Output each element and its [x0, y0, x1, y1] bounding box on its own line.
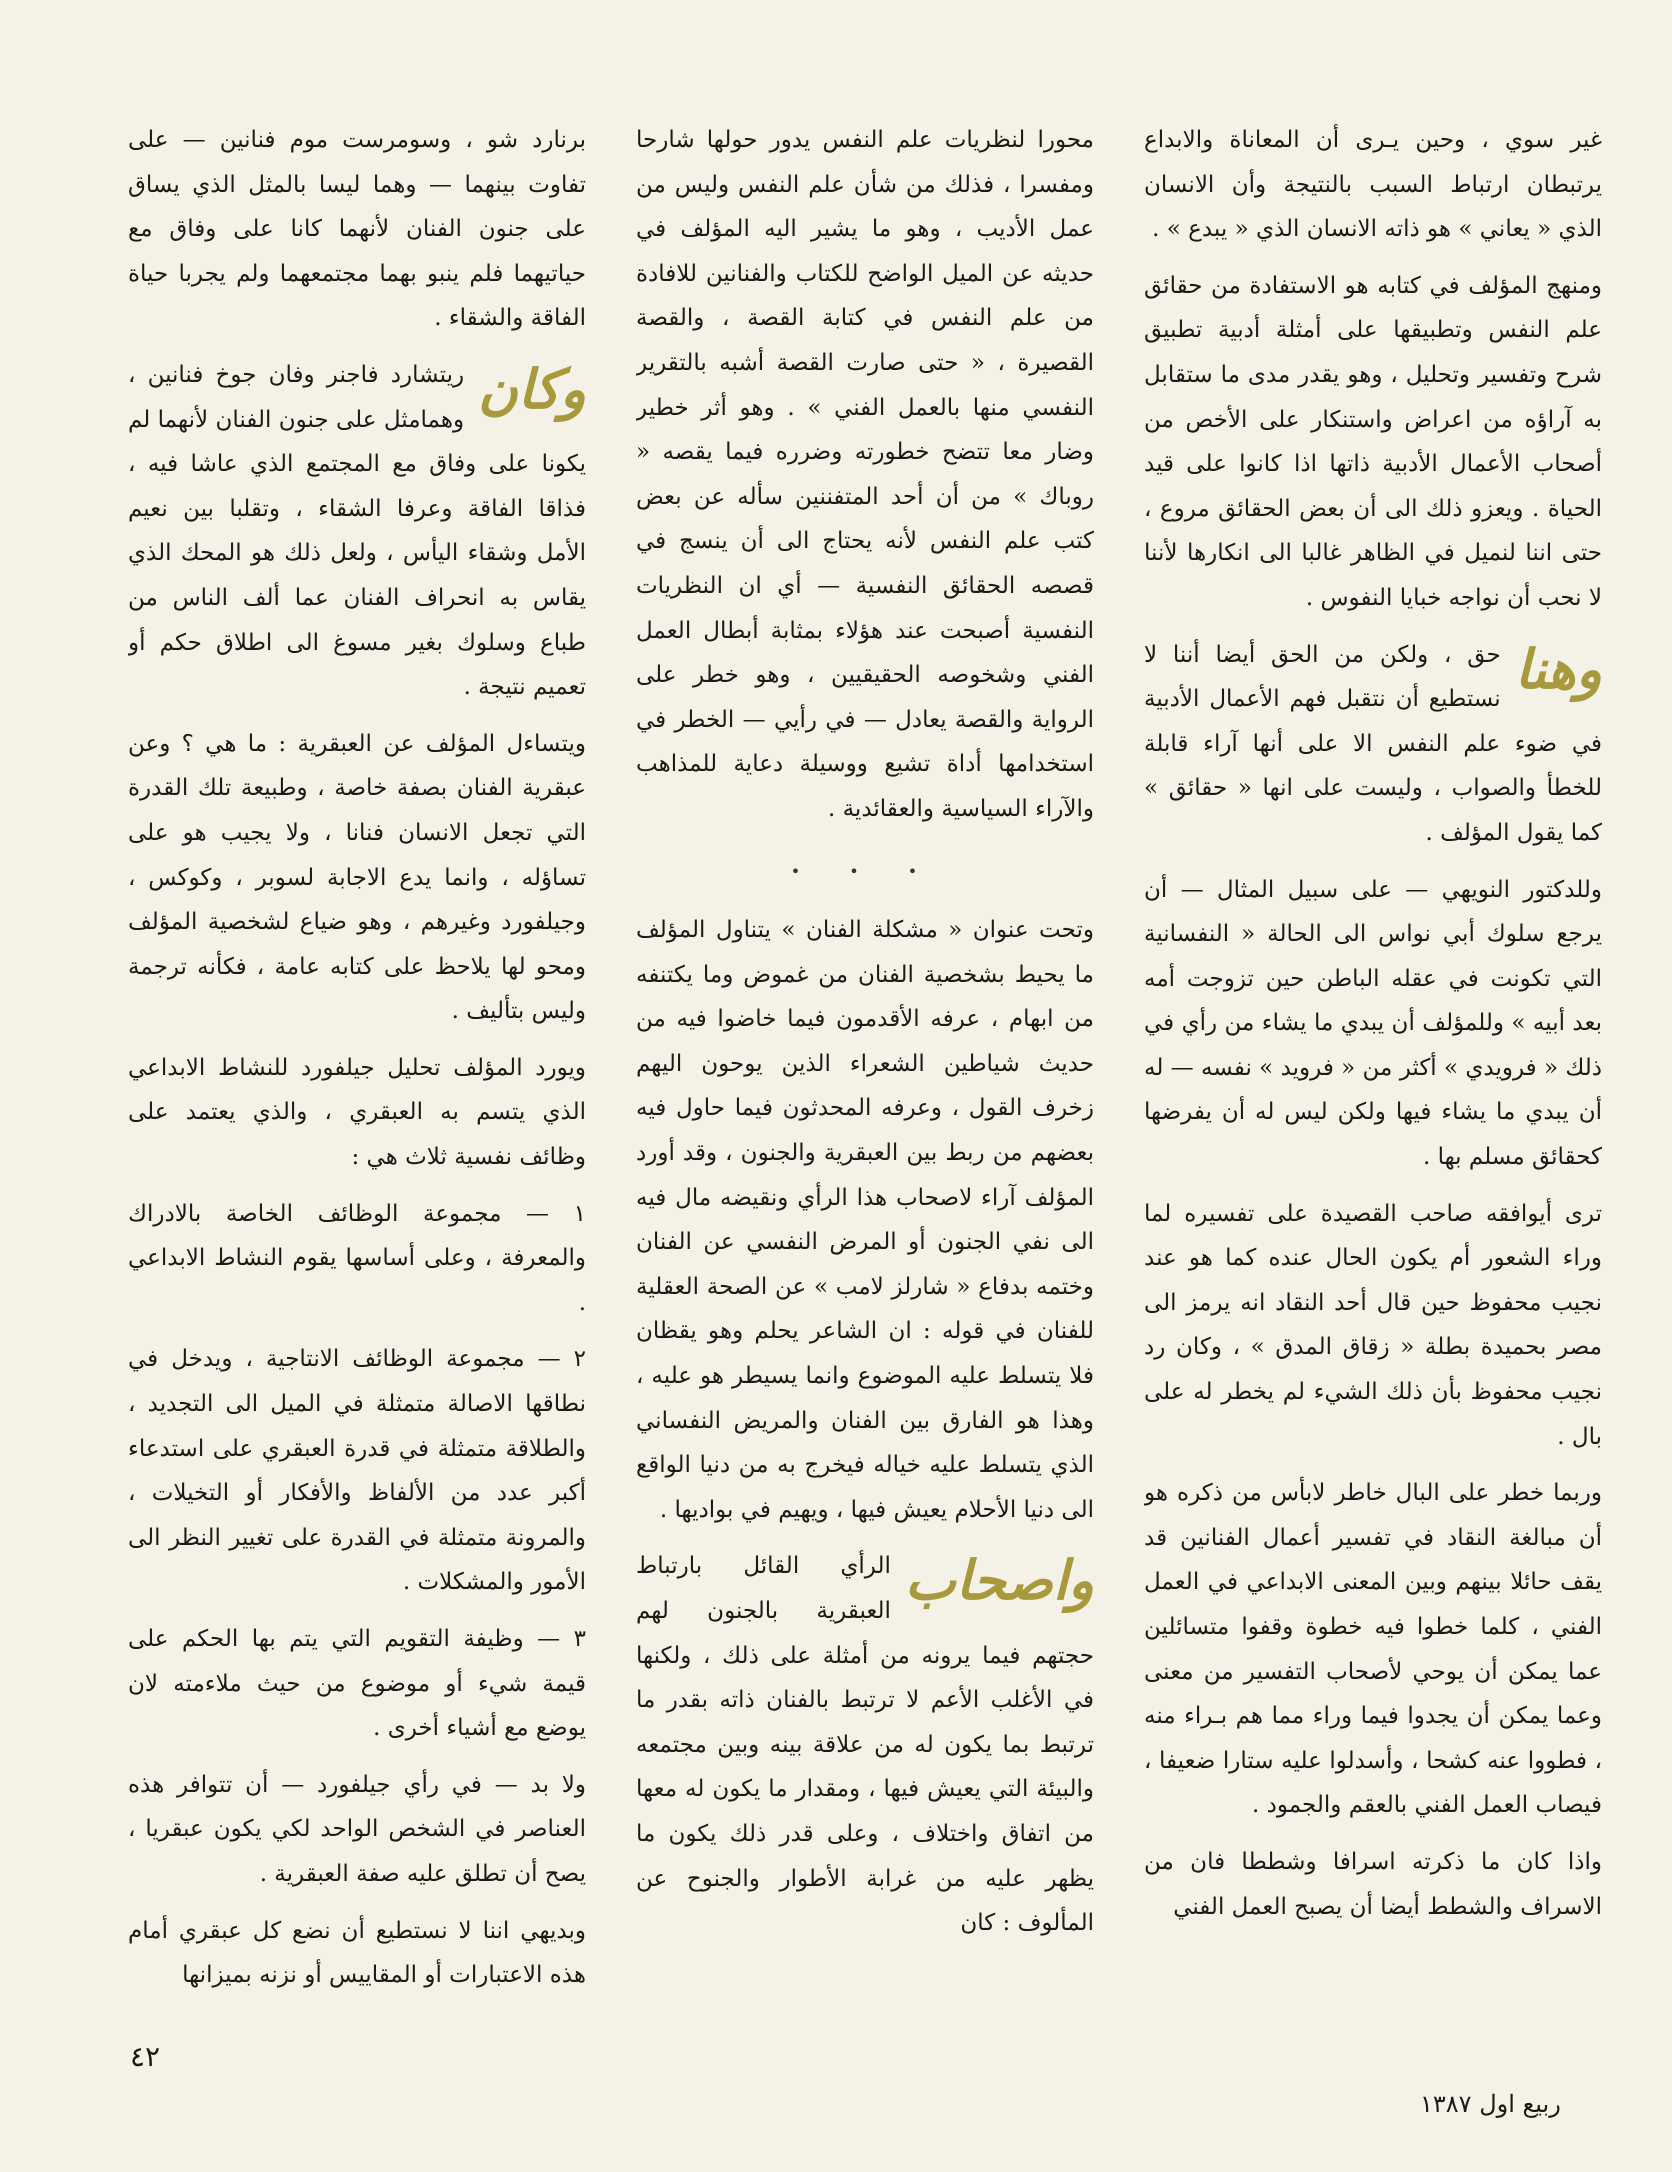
- paragraph: [128, 1192, 586, 1326]
- paragraph-text: الرأي القائل بارتباط العبقرية بالجنون لهم حجتهم فيما يرونه من أمثلة على ذلك ، ولكنها في الأغلب الأعم لا ترتبط بالفنان ذاته بقدر ما ترتبط بما يكون له من علاقة بينه وبين مجتمعه والبيئة التي يعيش فيها ، ومقدار ما يكون له معها من اتفاق واختلاف ، وعلى قدر ذلك يكون ما يظهر عليه من غرابة الأطوار والجنوح عن المألوف : كان: [636, 1553, 1094, 1937]
- paragraph-text: ريتشارد فاجنر وفان جوخ فنانين ، وهمامثل على جنون الفنان لأنهما لم يكونا على وفاق مع المجتمع الذي عاشا فيه ، فذاقا الفاقة وعرفا الشقاء ، وتقلبا بين نعيم الأمل وشقاء اليأس ، ولعل ذلك هو المحك الذي يقاس به انحراف الفنان عما ألف الناس من طباع وسلوك بغير مسوغ الى اطلاق حكم أو تعميم نتيجة .: [128, 361, 586, 701]
- page-number: ٤٢: [130, 2040, 161, 2073]
- paragraph: [1144, 1471, 1602, 1828]
- paragraph: [1144, 633, 1602, 856]
- paragraph-text: غير سوي ، وحين يـرى أن المعاناة والابداع يرتبطان ارتباط السبب بالنتيجة وأن الانسان الذي « يعاني » هو ذاته الانسان الذي « يبدع » .: [1144, 127, 1602, 243]
- paragraph-text: وتحت عنوان « مشكلة الفنان » يتناول المؤلف ما يحيط بشخصية الفنان من غموض وما يكتنفه من ابهام ، عرفه الأقدمون فيما خاضوا فيه من حديث شياطين الشعراء الذين يوحون اليهم زخرف القول ، وعرفه المحدثون فيما حاول فيه بعضهم من ربط بين العبقرية والجنون ، وقد أورد المؤلف آراء لاصحاب هذا الرأي ونقيضه مال فيه الى نفي الجنون أو المرض النفسي عن الفنان وختمه بدفاع « شارلز لامب » عن الصحة العقلية للفنان في قوله : ان الشاعر يحلم وهو يقظان فلا يتسلط عليه الموضوع وانما يسيطر هو عليه ، وهذا هو الفارق بين الفنان والمريض النفساني الذي يتسلط عليه خياله فيخرج به من دنيا الواقع الى دنيا الأحلام يعيش فيها ، ويهيم في بواديها .: [636, 917, 1094, 1523]
- paragraph: [128, 353, 586, 710]
- paragraph: [128, 1763, 586, 1897]
- section-separator: • • •: [790, 861, 940, 881]
- paragraph-text: برنارد شو ، وسومرست موم فنانين — على تفاوت بينهما — وهما ليسا بالمثل الذي يساق على جنون الفنان لأنهما كانا على وفاق مع حياتيهما فلم ينبو بهما مجتمعهما ولم يجربا حياة الفاقة والشقاء .: [128, 127, 586, 332]
- paragraph-text: واذا كان ما ذكرته اسرافا وشططا فان من الاسراف والشطط أيضا أن يصبح العمل الفني: [1144, 1848, 1602, 1920]
- paragraph: [1144, 1840, 1602, 1929]
- paragraph-text: ويورد المؤلف تحليل جيلفورد للنشاط الابداعي الذي يتسم به العبقري ، والذي يعتمد على وظائف نفسية ثلاث هي :: [128, 1054, 586, 1171]
- paragraph: [128, 1617, 586, 1751]
- decorative-initial-word: وكان: [478, 356, 586, 421]
- paragraph-text: محورا لنظريات علم النفس يدور حولها شارحا ومفسرا ، فذلك من شأن علم النفس وليس من عمل الأديب ، وهو ما يشير اليه المؤلف في حديثه عن الميل الواضح للكتاب والفنانين للافادة من علم النفس في كتابة القصة ، والقصة القصيرة ، « حتى صارت القصة أشبه بالتقرير النفسي منها بالعمل الفني » . وهو أثر خطير وضار معا تتضح خطورته وضرره فيما يقصه « روباك » من أن أحد المتفننين سأله عن بعض كتب علم النفس لأنه يحتاج الى أن ينسج في قصصه الحقائق النفسية — أي ان النظريات النفسية أصبحت عند هؤلاء بمثابة أبطال العمل الفني وشخوصه الحقيقيين ، وهو خطر على الرواية والقصة يعادل — في رأيي — الخطر في استخدامها أداة تشيع ووسيلة دعاية للمذاهب والآراء السياسية والعقائدية .: [636, 127, 1094, 822]
- paragraph: [128, 1046, 586, 1180]
- paragraph: [636, 908, 1094, 1532]
- text-columns: [128, 118, 1602, 2023]
- decorative-initial-word: وهنا: [1514, 636, 1602, 701]
- paragraph: [1144, 1192, 1602, 1460]
- paragraph-text: ٣ — وظيفة التقويم التي يتم بها الحكم على قيمة شيء أو موضوع من حيث ملاءمته لان يوضع مع أشياء أخرى .: [128, 1626, 586, 1742]
- paragraph-text: ومنهج المؤلف في كتابه هو الاستفادة من حقائق علم النفس وتطبيقها على أمثلة أدبية تطبيق شرح وتفسير وتحليل ، وهو يقدر مدى ما ستقابل به آراؤه من اعراض واستنكار على الأخص من أصحاب الأعمال الأدبية ذاتها اذا كانوا على قيد الحياة . ويعزو ذلك الى أن بعض الحقائق مروع ، حتى اننا لنميل في الظاهر غالبا الى انكارها لأننا لا نحب أن نواجه خبايا النفوس .: [1144, 272, 1602, 611]
- text-column-3: [128, 118, 586, 2023]
- issue-date: ربيع اول ١٣٨٧: [1420, 2090, 1561, 2118]
- paragraph: [128, 118, 586, 341]
- paragraph-text: وللدكتور النويهي — على سبيل المثال — أن يرجع سلوك أبي نواس الى الحالة « النفسانية التي تكونت في عقله الباطن حين تزوجت أمه بعد أبيه » وللمؤلف أن يبدي ما يشاء من رأي في ذلك « فرويدي » أكثر من « فرويد » نفسه — له أن يبدي ما يشاء فيها ولكن ليس له أن يفرضها كحقائق مسلم بها .: [1144, 876, 1602, 1171]
- paragraph: [1144, 118, 1602, 252]
- decorative-initial-word: واصحاب: [904, 1548, 1094, 1613]
- paragraph: [128, 1909, 586, 1998]
- paragraph-text: ٢ — مجموعة الوظائف الانتاجية ، ويدخل في نطاقها الاصالة متمثلة في الميل الى التجديد ، والطلاقة متمثلة في قدرة العبقري على استدعاء أكبر عدد من الألفاظ والأفكار أو التخيلات ، والمرونة متمثلة في القدرة على تغيير النظر الى الأمور والمشكلات .: [128, 1346, 586, 1596]
- paragraph: [636, 1544, 1094, 1945]
- paragraph-text: ويتساءل المؤلف عن العبقرية : ما هي ؟ وعن عبقرية الفنان بصفة خاصة ، وطبيعة تلك القدرة التي تجعل الانسان فنانا ، ولا يجيب هو على تساؤله ، وانما يدع الاجابة لسوبر ، وكوكس ، وجيلفورد وغيرهم ، وهو ضياع لشخصية المؤلف ومحو لها يلاحظ على كتابه عامة ، فكأنه ترجمة وليس بتأليف .: [128, 730, 586, 1025]
- paragraph-text: ترى أيوافقه صاحب القصيدة على تفسيره لما وراء الشعور أم يكون الحال عنده كما هو عند نجيب محفوظ حين قال أحد النقاد انه يرمز الى مصر بحميدة بطلة « زقاق المدق » ، وكان رد نجيب محفوظ بأن ذلك الشيء لم يخطر له على بال .: [1144, 1200, 1602, 1450]
- paragraph-text: ولا بد — في رأي جيلفورد — أن تتوافر هذه العناصر في الشخص الواحد لكي يكون عبقريا ، يصح أن تطلق عليه صفة العبقرية .: [128, 1771, 586, 1887]
- paragraph: [1144, 264, 1602, 621]
- paragraph-text: وربما خطر على البال خاطر لابأس من ذكره هو أن مبالغة النقاد في تفسير أعمال الفنانين قد يقف حائلا بينهم وبين المعنى الابداعي في العمل الفني ، كلما خطوا فيه خطوة وقفوا متسائلين عما يمكن أن يوحي لأصحاب التفسير من معنى وعما يمكن أن يجدوا فيما وراء مما هم بـراء منه ، فطووا عنه كشحا ، وأسدلوا عليه ستارا ضعيفا ، فيصاب العمل الفني بالعقم والجمود .: [1144, 1480, 1602, 1819]
- paragraph: [128, 722, 586, 1034]
- paragraph: [128, 1337, 586, 1605]
- text-column-2: [636, 118, 1094, 2023]
- paragraph-text: ١ — مجموعة الوظائف الخاصة بالادراك والمعرفة ، وعلى أساسها يقوم النشاط الابداعي .: [128, 1200, 586, 1316]
- text-column-1: [1144, 118, 1602, 2023]
- paragraph-text: وبديهي اننا لا نستطيع أن نضع كل عبقري أمام هذه الاعتبارات أو المقاييس أو نزنه بميزانها: [128, 1917, 586, 1989]
- paragraph: [636, 118, 1094, 832]
- paragraph: [1144, 868, 1602, 1180]
- paragraph-text: حق ، ولكن من الحق أيضا أننا لا نستطيع أن نتقبل فهم الأعمال الأدبية في ضوء علم النفس الا على أنها آراء قابلة للخطأ والصواب ، وليست على انها « حقائق » كما يقول المؤلف .: [1144, 641, 1602, 846]
